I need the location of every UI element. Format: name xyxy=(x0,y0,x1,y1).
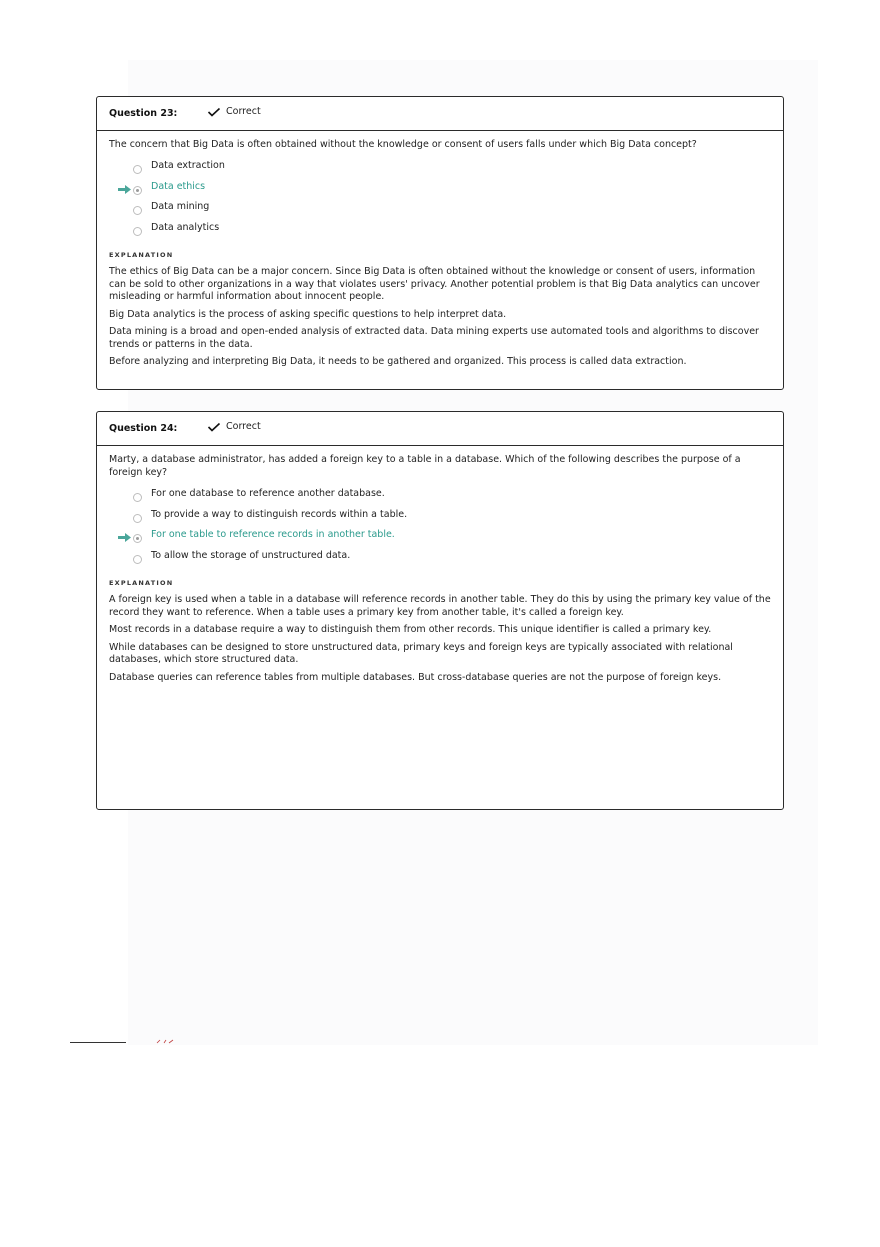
explanation-paragraph: Database queries can reference tables from multiple databases. But cross-database queries are not the purpose of foreign keys. xyxy=(109,671,722,683)
answer-option[interactable] xyxy=(109,549,771,570)
explanation-paragraph: A foreign key is used when a table in a database will reference records in another table. They do this by using the primary key value of the record they want to reference. When a table uses a primary key from another table, it's called a foreign key. xyxy=(109,594,771,618)
answer-option-selected[interactable] xyxy=(109,180,771,201)
checkmark-icon xyxy=(207,107,221,117)
explanation-heading: EXPLANATION xyxy=(109,251,174,259)
explanation-paragraph: The ethics of Big Data can be a major concern. Since Big Data is often obtained without the knowledge or consent of users, information can be sold to other organizations in a way that violates users' privacy. Another potential problem is that Big Data analytics can uncover misleading or harmful information about innocent people. xyxy=(109,266,760,302)
question-card-24 xyxy=(96,411,784,810)
status-badge xyxy=(207,421,261,432)
radio-button[interactable] xyxy=(133,555,142,564)
answer-option-label: To allow the storage of unstructured data. xyxy=(151,549,351,561)
answer-option[interactable] xyxy=(109,221,771,242)
answer-option-label: Data ethics xyxy=(151,180,206,192)
radio-button[interactable] xyxy=(133,493,142,502)
answer-option[interactable] xyxy=(109,487,771,508)
arrow-right-icon xyxy=(118,533,131,542)
footer-rule xyxy=(70,1042,126,1043)
arrow-right-icon xyxy=(118,185,131,194)
question-prompt: The concern that Big Data is often obtained without the knowledge or consent of users falls under which Big Data concept? xyxy=(109,139,697,150)
radio-button[interactable] xyxy=(133,534,142,543)
answer-option[interactable] xyxy=(109,159,771,180)
explanation-paragraph: Most records in a database require a way to distinguish them from other records. This unique identifier is called a primary key. xyxy=(109,624,712,635)
radio-button[interactable] xyxy=(133,165,142,174)
radio-button[interactable] xyxy=(133,206,142,215)
answer-options xyxy=(109,487,771,569)
answer-option-label: Data extraction xyxy=(151,160,225,171)
explanation-paragraph: Before analyzing and interpreting Big Data, it needs to be gathered and organized. This process is called data extraction. xyxy=(109,356,687,367)
question-label: Question 24: xyxy=(109,423,178,434)
question-header xyxy=(97,412,783,446)
radio-button[interactable] xyxy=(133,514,142,523)
answer-option-label: Data analytics xyxy=(151,221,220,233)
explanation-paragraph: Data mining is a broad and open-ended analysis of extracted data. Data mining experts use automated tools and algorithms to discover trends or patterns in the data. xyxy=(109,326,759,350)
answer-option-selected[interactable] xyxy=(109,528,771,549)
status-text: Correct xyxy=(226,421,261,432)
answer-option-label: To provide a way to distinguish records within a table. xyxy=(151,508,408,520)
question-label: Question 23: xyxy=(109,108,178,119)
answer-option-label: Data mining xyxy=(151,201,210,212)
answer-option-label: For one database to reference another database. xyxy=(151,488,385,499)
status-badge xyxy=(207,106,261,117)
answer-options xyxy=(109,159,771,241)
explanation-heading: EXPLANATION xyxy=(109,579,174,587)
explanation-paragraph: Big Data analytics is the process of asking specific questions to help interpret data. xyxy=(109,308,507,320)
answer-option-label: For one table to reference records in another table. xyxy=(151,529,395,540)
radio-button[interactable] xyxy=(133,186,142,195)
question-prompt: Marty, a database administrator, has added a foreign key to a table in a database. Which of the following describes the purpose of a foreign key? xyxy=(109,454,741,478)
radio-button[interactable] xyxy=(133,227,142,236)
footer-mark xyxy=(156,1039,176,1044)
question-header xyxy=(97,97,783,131)
answer-option[interactable] xyxy=(109,508,771,529)
question-card-23 xyxy=(96,96,784,390)
status-text: Correct xyxy=(226,106,261,117)
answer-option[interactable] xyxy=(109,200,771,221)
checkmark-icon xyxy=(207,422,221,432)
explanation-paragraph: While databases can be designed to store unstructured data, primary keys and foreign keys are typically associated with relational databases, which store structured data. xyxy=(109,641,733,665)
